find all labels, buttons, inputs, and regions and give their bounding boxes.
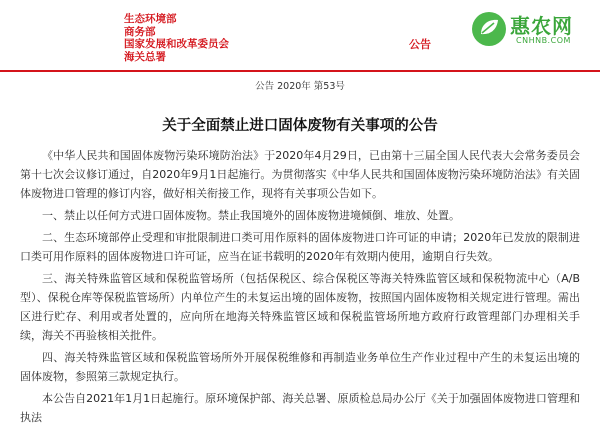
site-watermark [470, 8, 595, 52]
body-paragraph: 《中华人民共和国固体废物污染环境防治法》于2020年4月29日，已由第十三届全国人民代表大会常务委员会第十七次会议修订通过，自2020年9月1日起施行。为贯彻落实《中华人民共和国固体废物污染环境防治法》有关固体废物进口管理的修订内容，做好相关衔接工作，现将有关事项公告如下。 [20, 149, 580, 200]
issuer-name: 生态环境部 [124, 13, 177, 25]
document-header [0, 0, 600, 62]
body-paragraph: 三、海关特殊监管区域和保税监管场所（包括保税区、综合保税区等海关特殊监管区域和保税物流中心（A/B型）、保税仓库等保税监管场所）内单位产生的未复运出境的固体废物，按照国内固体废物相关规定进行管理。需出区进行贮存、利用或者处置的，应向所在地海关特殊监管区域和保税监管场所地方政府行政管理部门办理相关手续，海关不再验核相关批件。 [20, 272, 580, 342]
header-divider [0, 70, 600, 72]
watermark-subtext: CNHNB.COM [516, 36, 571, 45]
document-body [20, 147, 580, 431]
watermark-text: 惠农网 [510, 14, 573, 38]
body-paragraph: 一、禁止以任何方式进口固体废物。禁止我国境外的固体废物进境倾倒、堆放、处置。 [42, 208, 460, 222]
issuing-agencies [124, 13, 229, 63]
notice-label: 公告 [409, 38, 431, 51]
page-title: 关于全面禁止进口固体废物有关事项的公告 [162, 118, 438, 134]
issuer-name: 国家发展和改革委员会 [124, 38, 229, 50]
issuer-name: 商务部 [124, 25, 156, 38]
body-paragraph: 二、生态环境部停止受理和审批限制进口类可用作原料的固体废物进口许可证的申请；2020年已发放的限制进口类可用作原料的固体废物进口许可证，应当在证书载明的2020年有效期内使用，逾期自行失效。 [20, 231, 580, 263]
body-paragraph: 四、海关特殊监管区域和保税监管场所外开展保税维修和再制造业务单位生产作业过程中产生的未复运出境的固体废物，参照第三款规定执行。 [20, 350, 580, 383]
issuer-name: 海关总署 [124, 50, 166, 63]
document-number: 公告 2020年 第53号 [255, 81, 345, 92]
body-paragraph: 本公告自2021年1月1日起施行。原环境保护部、海关总署、原质检总局办公厅《关于加强固体废物进口管理和执法 [20, 392, 580, 424]
leaf-logo-icon [470, 10, 508, 48]
